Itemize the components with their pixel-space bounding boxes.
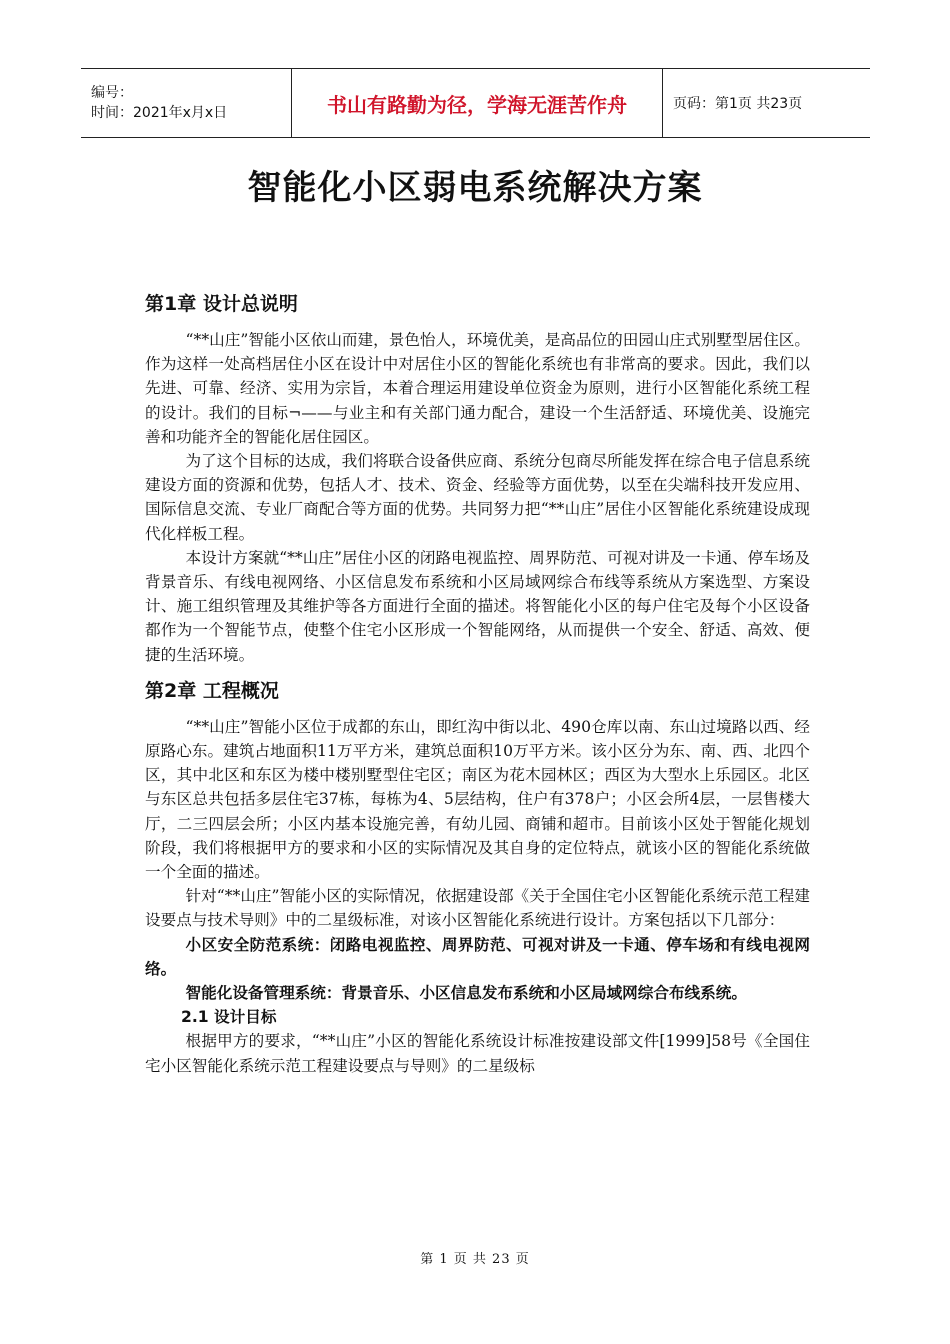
chapter1-paragraph-2: 为了这个目标的达成，我们将联合设备供应商、系统分包商尽所能发挥在综合电子信息系统建设方面的资源和优势，包括人才、技术、资金、经验等方面优势，以至在尖端科技开发应用、国际信息交流、专业厂商配合等方面的优势。共同努力把“**山庄”居住小区智能化系统建设成现代化样板工程。	[145, 452, 810, 543]
chapter2-bold-1: 小区安全防范系统：闭路电视监控、周界防范、可视对讲及一卡通、停车场和有线电视网络。	[145, 934, 810, 978]
chapter2-heading: 第2章 工程概况	[145, 679, 279, 702]
chapter2-paragraph-1: “**山庄”智能小区位于成都的东山，即红沟中街以北、490仓库以南、东山过境路以西、经原路心东。建筑占地面积11万平方米，建筑总面积10万平方米。该小区分为东、南、西、北四个区，其中北区和东区为楼中楼别墅型住宅区；南区为花木园林区；西区为大型水上乐园区。北区与东区总共包括多层住宅37栋，每栋为4、5层结构，住户有378户；小区会所4层，一层售楼大厅，二三四层会所；小区内基本设施完善，有幼儿园、商铺和超市。目前该小区处于智能化规划阶段，我们将根据甲方的要求和小区的实际情况及其自身的定位特点，就该小区的智能化系统做一个全面的描述。	[145, 717, 810, 882]
document-body	[145, 288, 810, 1078]
page-label: 页码：第1页 共23页	[673, 96, 803, 112]
chapter1-paragraph-1: “**山庄”智能小区依山而建，景色怡人，环境优美，是高品位的田园山庄式别墅型居住区。作为这样一处高档居住小区在设计中对居住小区的智能化系统也有非常高的要求。因此，我们以先进、可靠、经济、实用为宗旨，本着合理运用建设单位资金为原则，进行小区智能化系统工程的设计。我们的目标¬——与业主和有关部门通力配合，建设一个生活舒适、环境优美、设施完善和功能齐全的智能化居住园区。	[145, 331, 810, 446]
number-label: 编号：	[91, 85, 133, 101]
section-2-1-heading: 2.1 设计目标	[181, 1008, 277, 1027]
date-label: 时间：2021年x月x日	[91, 105, 228, 121]
chapter2-paragraph-3: 根据甲方的要求，“**山庄”小区的智能化系统设计标准按建设部文件[1999]58号《全国住宅小区智能化系统示范工程建设要点与导则》的二星级标	[145, 1032, 810, 1075]
page-header	[81, 68, 870, 138]
chapter1-heading: 第1章 设计总说明	[145, 293, 298, 315]
header-page	[663, 69, 870, 137]
chapter2-paragraph-2: 针对“**山庄”智能小区的实际情况，依据建设部《关于全国住宅小区智能化系统示范工程建设要点与技术导则》中的二星级标准，对该小区智能化系统进行设计。方案包括以下几部分：	[145, 887, 810, 930]
page-footer: 第 1 页 共 23 页	[420, 1252, 530, 1267]
header-meta	[81, 69, 292, 137]
chapter2-bold-2: 智能化设备管理系统：背景音乐、小区信息发布系统和小区局域网综合布线系统。	[185, 983, 747, 1003]
header-motto	[292, 69, 663, 137]
motto-text: 书山有路勤为径，学海无涯苦作舟	[327, 92, 627, 117]
chapter1-paragraph-3: 本设计方案就“**山庄”居住小区的闭路电视监控、周界防范、可视对讲及一卡通、停车场及背景音乐、有线电视网络、小区信息发布系统和小区局域网综合布线等系统从方案选型、方案设计、施工组织管理及其维护等各方面进行全面的描述。将智能化小区的每户住宅及每个小区设备都作为一个智能节点，使整个住宅小区形成一个智能网络，从而提供一个安全、舒适、高效、便捷的生活环境。	[145, 548, 810, 664]
document-title: 智能化小区弱电系统解决方案	[247, 168, 703, 208]
